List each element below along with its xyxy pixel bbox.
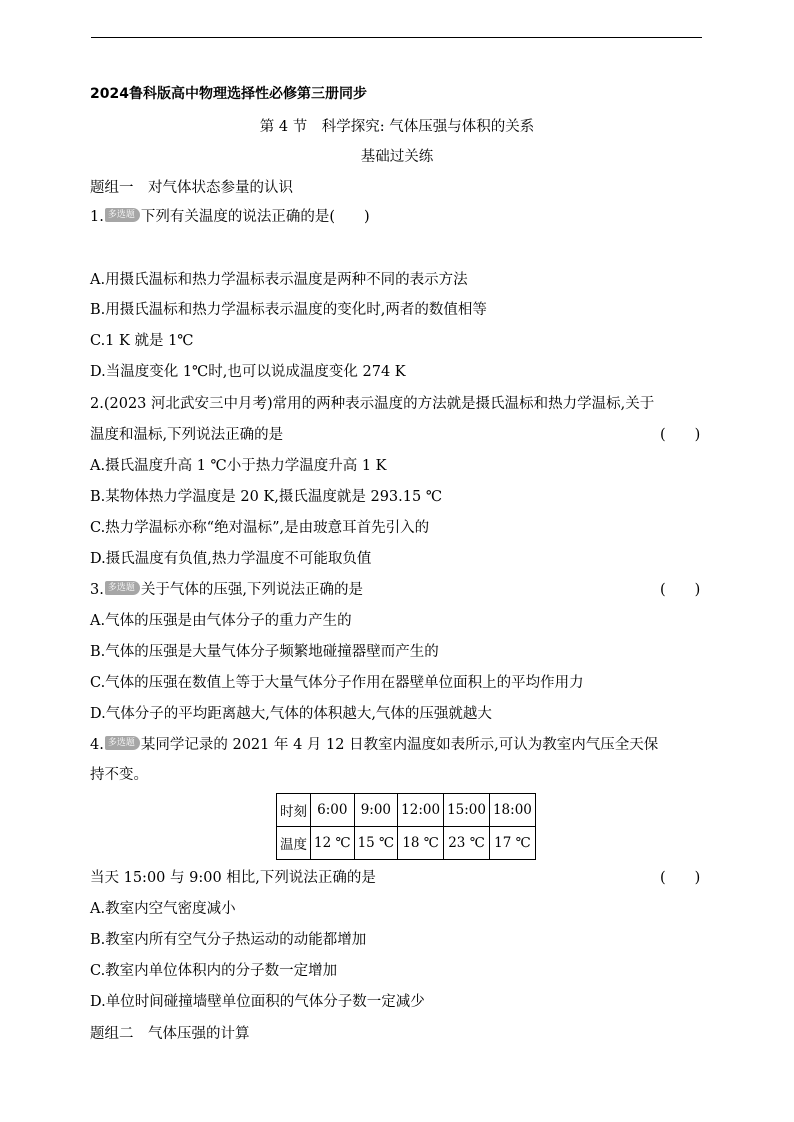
q2-option-b: B.某物体热力学温度是 20 K,摄氏温度就是 293.15 ℃ [90,489,443,505]
q3-option-c: C.气体的压强在数值上等于大量气体分子作用在器壁单位面积上的平均作用力 [90,675,584,691]
q2-stem-line1: 2.(2023 河北武安三中月考)常用的两种表示温度的方法就是摄氏温标和热力学温标,关于 [90,396,655,412]
q3-answer-paren: ( ) [660,582,701,598]
q3-option-a: A.气体的压强是由气体分子的重力产生的 [90,613,352,629]
table-cell-time: 6:00 [311,794,355,827]
q1-stem-text: 下列有关温度的说法正确的是( ) [140,209,370,225]
q4-option-c: C.教室内单位体积内的分子数一定增加 [90,963,338,979]
q2-option-a: A.摄氏温度升高 1 ℃小于热力学温度升高 1 K [90,458,387,474]
q4-option-b: B.教室内所有空气分子热运动的动能都增加 [90,932,367,948]
group2-title: 题组二 气体压强的计算 [90,1026,250,1042]
q3-option-d: D.气体分子的平均距离越大,气体的体积越大,气体的压强就越大 [90,706,492,722]
q2-option-c: C.热力学温标亦称“绝对温标”,是由玻意耳首先引入的 [90,520,430,536]
q3-option-b: B.气体的压强是大量气体分子频繁地碰撞器壁而产生的 [90,644,439,660]
table-cell-temp: 15 ℃ [354,827,398,860]
table-cell-time: 9:00 [354,794,398,827]
q3-stem-text: 关于气体的压强,下列说法正确的是 [140,582,363,598]
q4-stem-line1 [90,735,658,755]
multi-choice-badge: 多选题 [105,736,140,750]
table-header-temp: 温度 [277,827,311,860]
section-title: 第 4 节 科学探究: 气体压强与体积的关系 [259,119,535,135]
table-cell-time: 15:00 [444,794,490,827]
q2-option-d: D.摄氏温度有负值,热力学温度不可能取负值 [90,551,372,567]
q4-stem-line2: 持不变。 [90,767,148,783]
table-row-times [277,794,536,827]
table-cell-temp: 17 ℃ [489,827,535,860]
series-title: 2024鲁科版高中物理选择性必修第三册同步 [90,86,367,102]
q4-number: 4. [90,737,104,753]
q4-question: 当天 15:00 与 9:00 相比,下列说法正确的是 [90,870,376,886]
table-cell-temp: 18 ℃ [398,827,444,860]
temperature-table [276,793,536,860]
practice-title: 基础过关练 [360,149,434,165]
q2-stem-line2: 温度和温标,下列说法正确的是 [90,427,284,443]
q1-option-a: A.用摄氏温标和热力学温标表示温度是两种不同的表示方法 [90,272,468,288]
q4-option-a: A.教室内空气密度减小 [90,901,236,917]
q1-number: 1. [90,209,104,225]
header-rule [91,37,702,38]
q3-stem [90,580,363,600]
q2-answer-paren: ( ) [660,427,701,443]
table-cell-time: 18:00 [489,794,535,827]
q1-option-d: D.当温度变化 1℃时,也可以说成温度变化 274 K [90,364,406,380]
q4-answer-paren: ( ) [660,870,701,886]
multi-choice-badge: 多选题 [105,581,140,595]
multi-choice-badge: 多选题 [105,208,140,222]
table-cell-temp: 23 ℃ [444,827,490,860]
q4-stem-text: 某同学记录的 2021 年 4 月 12 日教室内温度如表所示,可认为教室内气压全天保 [140,737,659,753]
table-cell-temp: 12 ℃ [311,827,355,860]
group1-title: 题组一 对气体状态参量的认识 [90,180,293,196]
q1-option-b: B.用摄氏温标和热力学温标表示温度的变化时,两者的数值相等 [90,302,487,318]
table-header-time: 时刻 [277,794,311,827]
table-cell-time: 12:00 [398,794,444,827]
q3-number: 3. [90,582,104,598]
q1-option-c: C.1 K 就是 1℃ [90,333,194,349]
table-row-temps [277,827,536,860]
q4-option-d: D.单位时间碰撞墙壁单位面积的气体分子数一定减少 [90,994,425,1010]
q1-stem [90,207,370,227]
